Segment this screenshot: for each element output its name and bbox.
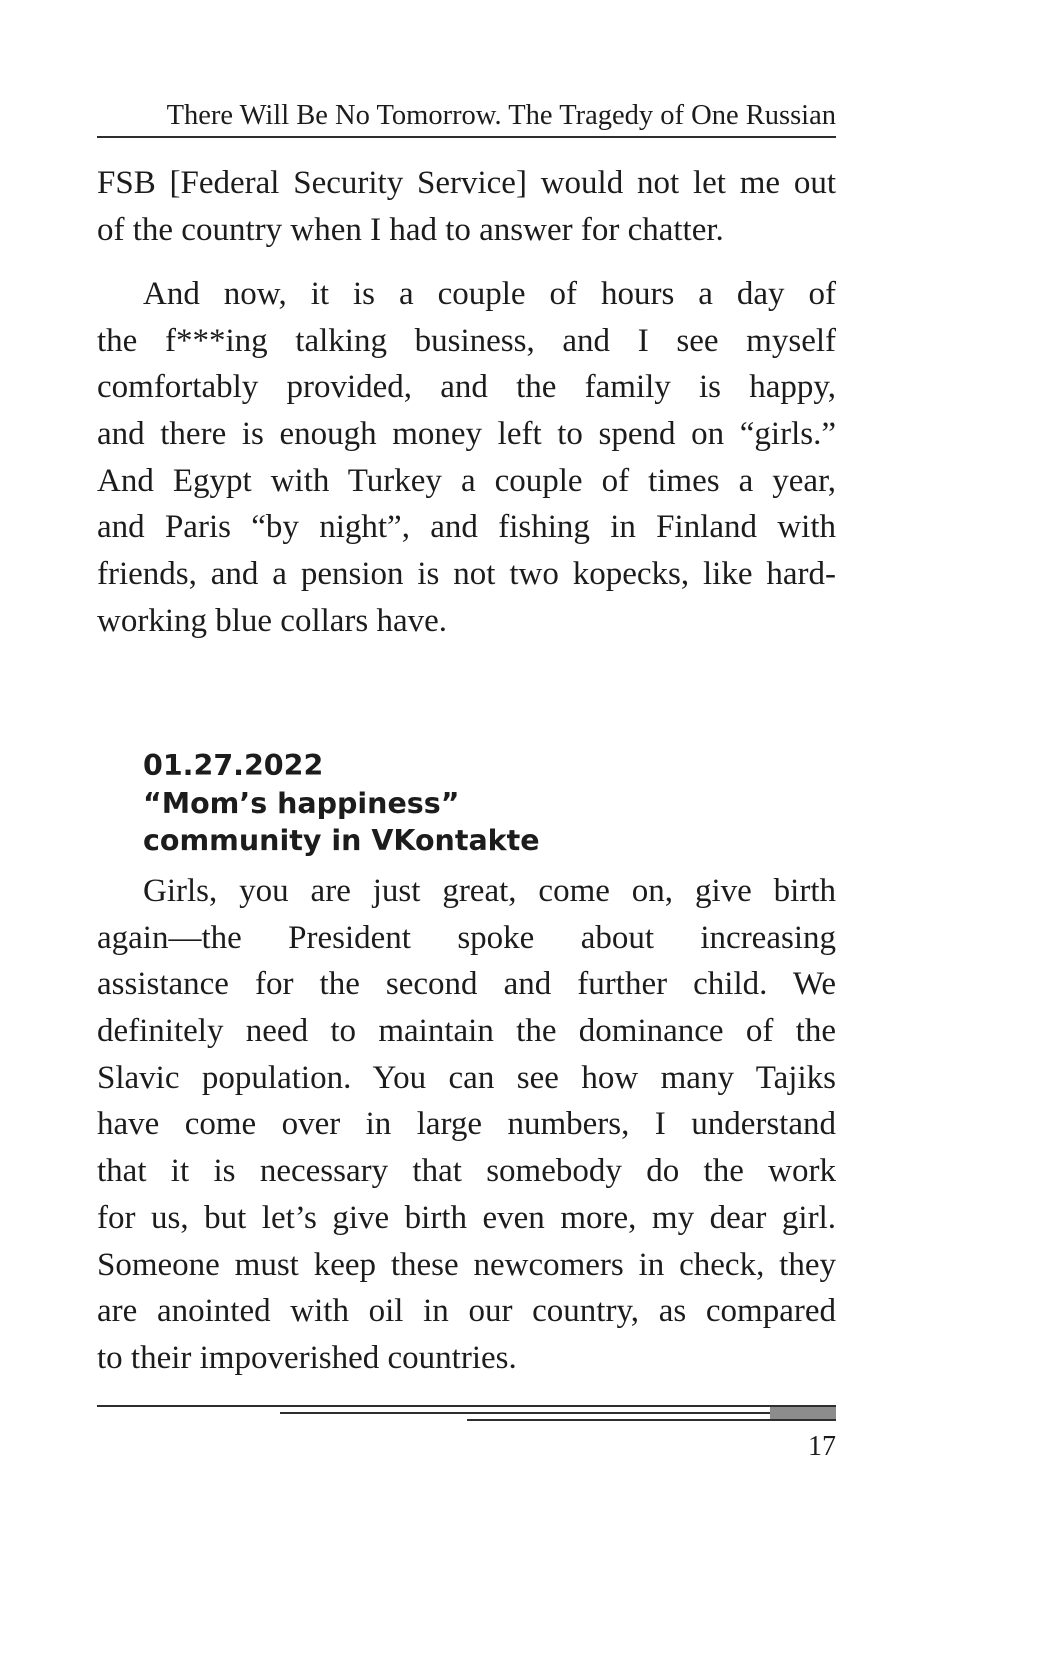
- text-line: definitely need to maintain the dominance of the: [97, 1013, 836, 1050]
- body-paragraph: [97, 160, 836, 253]
- entry-source-line: “Mom’s happiness”: [143, 786, 460, 820]
- text-line: that it is necessary that somebody do the work: [97, 1153, 836, 1190]
- text-line: have come over in large numbers, I understand: [97, 1106, 836, 1143]
- running-header: There Will Be No Tomorrow. The Tragedy of One Russian: [166, 100, 836, 131]
- text-line: to their impoverished countries.: [97, 1339, 517, 1376]
- entry-heading: [143, 747, 540, 860]
- footer-rule: [97, 1405, 836, 1407]
- text-line: working blue collars have.: [97, 602, 448, 639]
- text-line: and there is enough money left to spend on “girls.”: [97, 416, 836, 453]
- text-line: friends, and a pension is not two kopecks, like hard-: [97, 556, 836, 593]
- text-line: FSB [Federal Security Service] would not let me out: [97, 165, 836, 201]
- footer-rule: [280, 1412, 770, 1414]
- entry-date: 01.27.2022: [143, 749, 324, 782]
- entry-source-line: community in VKontakte: [143, 824, 540, 857]
- text-line: are anointed with oil in our country, as compared: [97, 1293, 836, 1330]
- entry-paragraph: [97, 868, 836, 1382]
- text-line: and Paris “by night”, and fishing in Finland with: [97, 509, 836, 546]
- text-line: Someone must keep these newcomers in check, they: [97, 1246, 836, 1283]
- text-line: the f***ing talking business, and I see myself: [97, 322, 836, 359]
- text-line: And Egypt with Turkey a couple of times a year,: [97, 462, 836, 499]
- page-number: 17: [808, 1431, 836, 1462]
- text-line: comfortably provided, and the family is happy,: [97, 369, 836, 406]
- text-line: Slavic population. You can see how many Tajiks: [97, 1059, 836, 1096]
- footer-rule: [467, 1419, 836, 1421]
- text-line: assistance for the second and further child. We: [97, 966, 836, 1003]
- text-line: of the country when I had to answer for chatter.: [97, 211, 724, 248]
- header-rule: [97, 136, 836, 138]
- text-line: again—the President spoke about increasing: [97, 919, 836, 956]
- body-paragraph: [97, 271, 836, 645]
- text-line: And now, it is a couple of hours a day of: [143, 276, 836, 312]
- footer-bar: [770, 1407, 836, 1419]
- text-line: for us, but let’s give birth even more, my dear girl.: [97, 1199, 836, 1236]
- text-line: Girls, you are just great, come on, give birth: [143, 873, 836, 909]
